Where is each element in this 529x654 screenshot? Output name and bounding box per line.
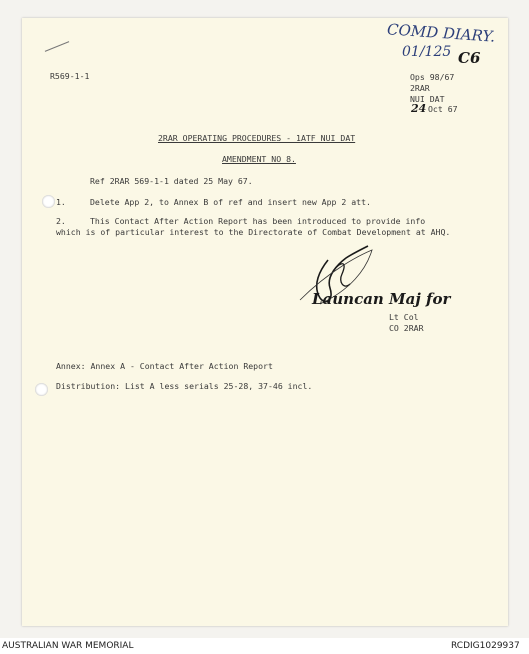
ops-reference: Ops 98/67 [410,72,455,82]
document-title: 2RAR OPERATING PROCEDURES - 1ATF NUI DAT [158,133,356,143]
annex-line: Annex: Annex A - Contact After Action Report [56,361,273,371]
diary-note: COMD DIARY. [386,20,496,46]
document-date: Oct 67 [428,104,458,114]
paragraph-2-line-2: which is of particular interest to the Directorate of Combat Development at AHQ. [56,227,451,237]
signatory-title: CO 2RAR [389,323,424,333]
signature-scribble [290,240,480,320]
footer-record-id: RCDIG1029937 [451,641,520,651]
distribution-line: Distribution: List A less serials 25-28, 37-46 incl. [56,381,313,391]
punch-hole-bottom [35,383,48,396]
paragraph-2-number: 2. [56,216,66,226]
file-reference: R569-1-1 [50,71,90,81]
unit-name: 2RAR [410,83,430,93]
signatory-rank: Lt Col [389,312,419,322]
folio-number: C6 [458,49,481,67]
paragraph-1: Delete App 2, to Annex B of ref and insert new App 2 att. [90,197,371,207]
footer-institution: AUSTRALIAN WAR MEMORIAL [2,641,134,651]
punch-hole-top [42,195,55,208]
paragraph-2-line-1: This Contact After Action Report has been introduced to provide info [90,216,426,226]
location: NUI DAT [410,94,445,104]
signature-text: Launcan Maj for [312,290,451,308]
reference-line: Ref 2RAR 569-1-1 dated 25 May 67. [90,176,253,186]
diary-ref: 01/125 [402,44,452,60]
date-day-handwritten: 24 [411,102,427,115]
amendment-number: AMENDMENT NO 8. [222,154,296,164]
paragraph-1-number: 1. [56,197,66,207]
